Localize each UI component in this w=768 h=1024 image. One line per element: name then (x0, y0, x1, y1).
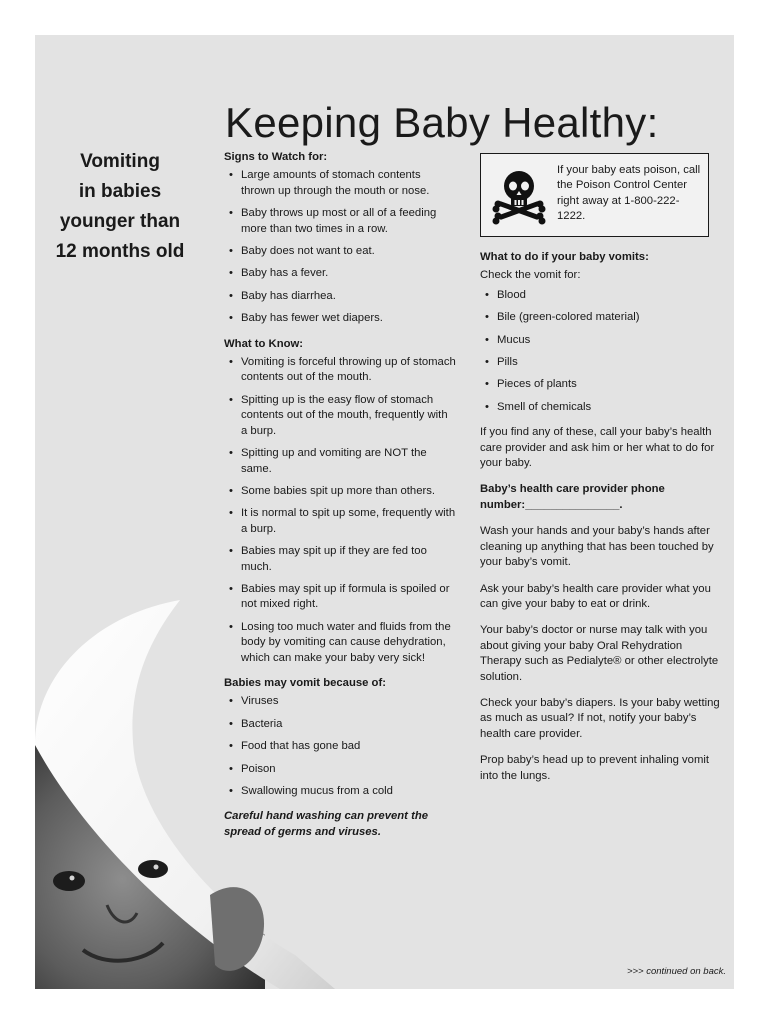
list-item: • Bacteria (224, 717, 456, 732)
sidebar-heading (40, 147, 200, 267)
causes-heading: Babies may vomit because of: (224, 676, 386, 689)
list-item: • Bile (green-colored material) (480, 310, 720, 325)
signs-heading: Signs to Watch for: (224, 151, 328, 163)
right-column (480, 250, 720, 795)
list-item: • Losing too much water and fluids from the body by vomiting can cause dehydration, which can make your baby very sick! (224, 620, 456, 666)
list-item: • It is normal to spit up some, frequently with a burp. (224, 506, 456, 537)
list-item: • Spitting up and vomiting are NOT the same. (224, 446, 456, 477)
wash-hands-paragraph: Wash your hands and your baby’s hands after cleaning up anything that has been touched by your baby’s vomit. (480, 525, 714, 569)
what-to-do-heading: What to do if your baby vomits: (480, 251, 649, 263)
ask-provider-paragraph: Ask your baby’s health care provider what you can give your baby to eat or drink. (480, 582, 711, 610)
list-item: • Vomiting is forceful throwing up of stomach contents out of the mouth. (224, 355, 456, 386)
prop-head-paragraph: Prop baby’s head up to prevent inhaling vomit into the lungs. (480, 754, 710, 782)
list-item: • Baby does not want to eat. (224, 244, 456, 259)
call-provider-paragraph: If you find any of these, call your baby’s health care provider and ask him or her what to do for your baby. (480, 426, 715, 470)
list-item: • Babies may spit up if formula is spoiled or not mixed right. (224, 582, 456, 613)
list-item: • Pieces of plants (480, 377, 720, 392)
list-item: • Baby throws up most or all of a feeding more than two times in a row. (224, 206, 456, 237)
know-heading: What to Know: (224, 337, 304, 350)
document-page (35, 35, 734, 989)
list-item: • Food that has gone bad (224, 739, 456, 754)
list-item: • Swallowing mucus from a cold (224, 784, 456, 799)
signs-list (224, 168, 456, 326)
poison-callout-text: If your baby eats poison, call the Poison Control Center right away at 1-800-222-1222. (557, 164, 701, 223)
what-to-do-intro: Check the vomit for: (480, 269, 581, 282)
vomit-check-list (480, 288, 720, 415)
page-title: Keeping Baby Healthy: (225, 99, 659, 147)
list-item: • Babies may spit up if they are fed too much. (224, 544, 456, 575)
oral-rehydration-paragraph: Your baby’s doctor or nurse may talk with you about giving your baby Oral Rehydration Therapy such as Pedialyte® or other electrolyte solution. (480, 624, 719, 683)
list-item: • Baby has a fever. (224, 266, 456, 281)
list-item: • Smell of chemicals (480, 400, 720, 415)
sidebar-heading-line: in babies (78, 181, 162, 202)
phone-number-paragraph: Baby’s health care provider phone number:_______________. (480, 483, 665, 511)
poison-callout (480, 153, 709, 237)
list-item: • Large amounts of stomach contents thrown up through the mouth or nose. (224, 168, 456, 199)
list-item: • Poison (224, 762, 456, 777)
list-item: • Blood (480, 288, 720, 303)
continued-footer: >>> continued on back. (626, 966, 726, 977)
list-item: • Baby has diarrhea. (224, 289, 456, 304)
skull-crossbones-icon (491, 164, 547, 226)
closing-note: Careful hand washing can prevent the spread of germs and viruses. (224, 810, 429, 838)
list-item: • Viruses (224, 694, 456, 709)
sidebar-heading-line: Vomiting (80, 151, 160, 172)
list-item: • Spitting up is the easy flow of stomach contents out of the mouth, frequently with a burp. (224, 393, 456, 439)
list-item: • Baby has fewer wet diapers. (224, 311, 456, 326)
list-item: • Some babies spit up more than others. (224, 484, 456, 499)
sidebar-heading-line: 12 months old (55, 241, 185, 262)
list-item: • Mucus (480, 333, 720, 348)
check-diapers-paragraph: Check your baby’s diapers. Is your baby wetting as much as usual? If not, notify your baby’s health care provider. (480, 696, 720, 740)
sidebar-heading-line: younger than (59, 211, 181, 232)
baby-photo (35, 575, 335, 989)
list-item: • Pills (480, 355, 720, 370)
